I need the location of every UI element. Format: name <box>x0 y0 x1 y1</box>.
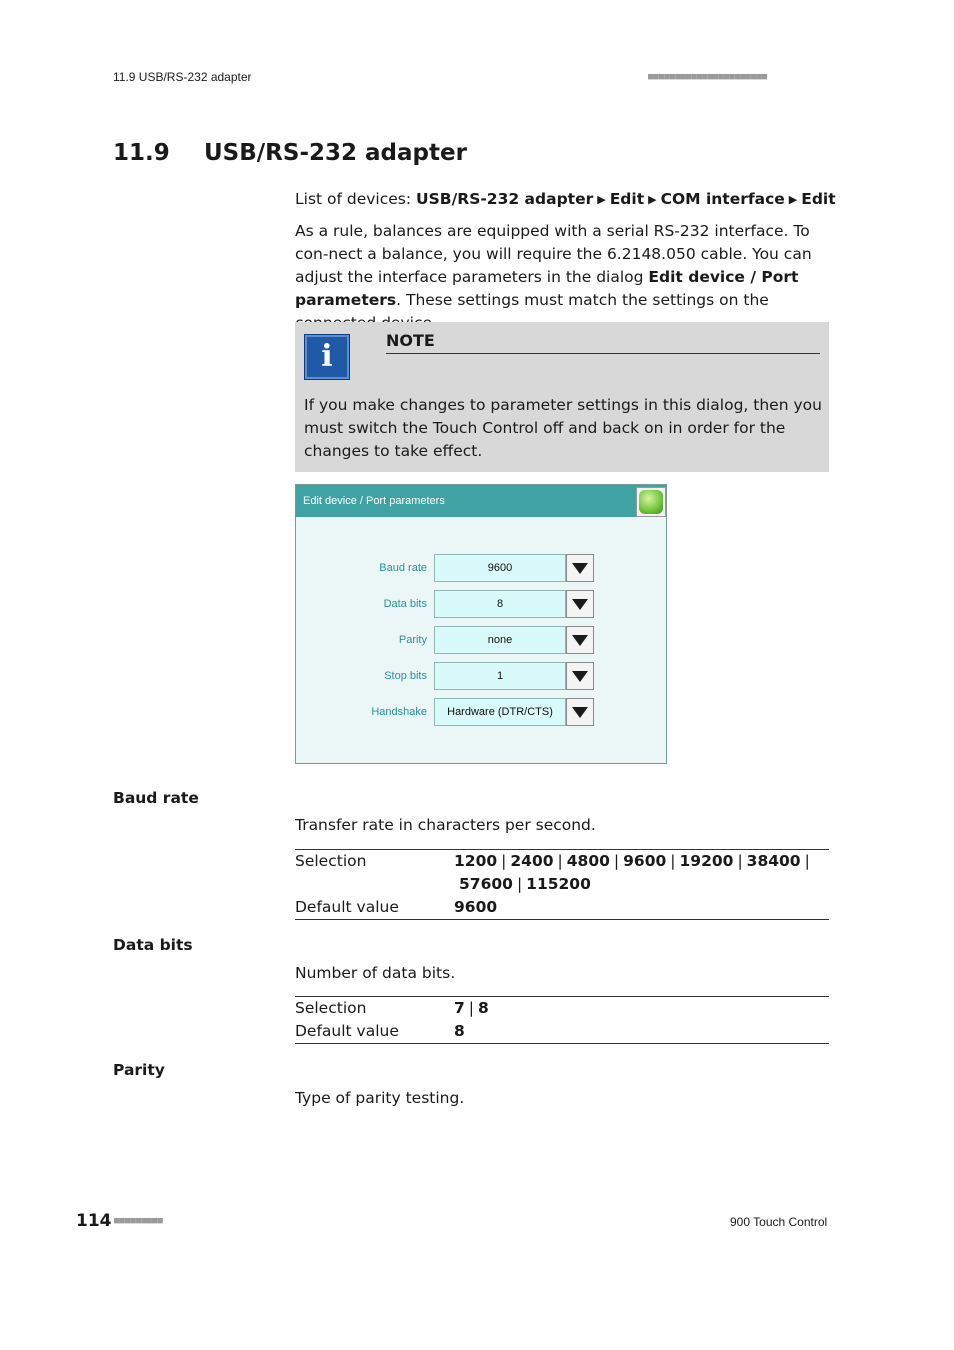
selection-values <box>454 997 489 1020</box>
option: 19200 <box>679 852 734 870</box>
option: 7 <box>454 999 465 1017</box>
data-bits-table <box>295 996 829 1044</box>
nav-path-prefix: List of devices: <box>295 190 412 208</box>
option: 115200 <box>526 875 591 893</box>
nav-step: USB/RS-232 adapter <box>416 190 594 208</box>
nav-step: COM interface <box>660 190 785 208</box>
parity-field[interactable]: none <box>434 626 566 654</box>
stop-bits-dropdown-icon[interactable] <box>566 662 594 690</box>
option: 8 <box>478 999 489 1017</box>
running-header: 11.9 USB/RS-232 adapter <box>113 70 252 84</box>
default-label: Default value <box>295 1022 399 1040</box>
green-ok-icon <box>639 490 663 514</box>
separator: | <box>613 852 620 870</box>
info-icon <box>304 334 350 380</box>
port-parameters-dialog <box>295 484 667 764</box>
section-title-text: USB/RS-232 adapter <box>204 140 467 166</box>
stop-bits-label: Stop bits <box>384 670 427 682</box>
data-bits-label: Data bits <box>383 598 427 610</box>
arrow-right-icon: ▶ <box>648 193 657 206</box>
baud-rate-table <box>295 849 829 920</box>
separator: | <box>557 852 563 870</box>
default-value: 8 <box>454 1022 465 1040</box>
selection-values-continued <box>459 873 591 896</box>
arrow-right-icon: ▶ <box>597 193 606 206</box>
data-bits-dropdown-icon[interactable] <box>566 590 594 618</box>
nav-path <box>295 188 836 212</box>
note-text: If you make changes to parameter settings in this dialog, then you must switch the Touch Control off and back on in order for the changes to take effect. <box>304 396 822 460</box>
selection-row-continued <box>295 873 829 896</box>
separator: | <box>468 999 475 1017</box>
nav-step: Edit <box>609 190 645 208</box>
page-number: 114 <box>76 1211 112 1231</box>
parity-label: Parity <box>398 634 427 646</box>
baud-rate-field[interactable]: 9600 <box>434 554 566 582</box>
selection-label: Selection <box>295 999 367 1017</box>
parity-dropdown-icon[interactable] <box>566 626 594 654</box>
header-dots: ■■■■■■■■■■■■■■■■■■■■■■ <box>648 72 768 82</box>
intro-paragraph <box>295 220 831 335</box>
note-title: NOTE <box>386 331 820 354</box>
section-number: 11.9 <box>113 140 170 166</box>
default-row <box>295 1020 829 1043</box>
dialog-title-bar <box>296 485 666 517</box>
default-row <box>295 896 829 919</box>
separator: | <box>501 852 507 870</box>
separator: | <box>516 875 523 893</box>
section-title <box>113 140 467 166</box>
default-value: 9600 <box>454 898 498 916</box>
separator: | <box>670 852 676 870</box>
selection-values <box>454 850 814 873</box>
handshake-field[interactable]: Hardware (DTR/CTS) <box>434 698 566 726</box>
confirm-button[interactable] <box>636 487 666 517</box>
baud-rate-description: Transfer rate in characters per second. <box>295 816 596 834</box>
default-label: Default value <box>295 898 399 916</box>
intro-text-end: . These settings must match the settings on the <box>396 291 769 309</box>
selection-label: Selection <box>295 852 367 870</box>
intro-text: As a rule, balances are equipped with a serial RS-232 interface. To con-nect a balance, you will require the 6.2148.050 cable. You can adjust the interface parameters in the dialog <box>295 222 812 286</box>
separator: | <box>804 852 810 870</box>
product-name: 900 Touch Control <box>730 1215 828 1229</box>
arrow-right-icon: ▶ <box>788 193 798 206</box>
dialog-name: Edit device / Port parameters <box>295 268 799 309</box>
data-bits-field[interactable]: 8 <box>434 590 566 618</box>
option: 57600 <box>459 875 513 893</box>
parity-heading: Parity <box>113 1061 165 1079</box>
handshake-dropdown-icon[interactable] <box>566 698 594 726</box>
data-bits-description: Number of data bits. <box>295 964 456 982</box>
parity-description: Type of parity testing. <box>295 1089 465 1107</box>
data-bits-heading: Data bits <box>113 936 193 954</box>
option: 1200 <box>454 852 498 870</box>
selection-row <box>295 850 829 873</box>
baud-rate-label: Baud rate <box>379 562 427 574</box>
separator: | <box>737 852 743 870</box>
baud-rate-heading: Baud rate <box>113 789 199 807</box>
info-icon-glyph: i <box>321 339 333 374</box>
nav-step: Edit <box>801 190 836 208</box>
option: 9600 <box>623 852 667 870</box>
selection-row <box>295 997 829 1020</box>
option: 2400 <box>510 852 554 870</box>
stop-bits-field[interactable]: 1 <box>434 662 566 690</box>
baud-rate-dropdown-icon[interactable] <box>566 554 594 582</box>
option: 4800 <box>566 852 610 870</box>
handshake-label: Handshake <box>371 706 427 718</box>
dialog-title: Edit device / Port parameters <box>303 495 445 507</box>
footer-dots: ■■■■■■■■■ <box>114 1216 163 1226</box>
option: 38400 <box>746 852 801 870</box>
note-box <box>295 322 829 472</box>
